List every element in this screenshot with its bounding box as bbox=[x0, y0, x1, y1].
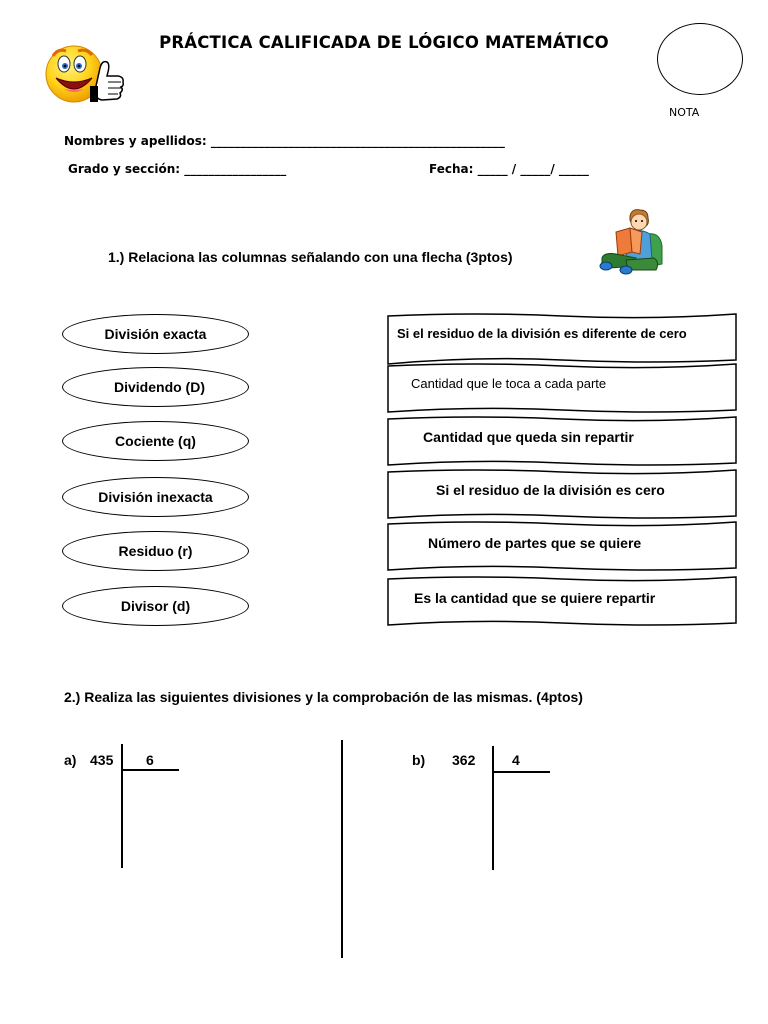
division-a-bracket-vertical bbox=[121, 744, 123, 868]
right-item-2: Cantidad que le toca a cada parte bbox=[411, 376, 607, 391]
left-item-1[interactable]: División exacta bbox=[62, 314, 249, 354]
division-b-bracket-horizontal bbox=[492, 771, 550, 773]
left-item-3[interactable]: Cociente (q) bbox=[62, 421, 249, 461]
grade-field[interactable]: Grado y sección: _________________ bbox=[68, 162, 287, 176]
name-field[interactable]: Nombres y apellidos: _________________________________________________ bbox=[64, 134, 505, 148]
right-item-1: Si el residuo de la división es diferente de cero bbox=[397, 326, 687, 341]
division-b-label: b) bbox=[412, 752, 426, 768]
nota-label: NOTA bbox=[669, 106, 700, 119]
right-item-6: Es la cantidad que se quiere repartir bbox=[414, 590, 656, 606]
left-item-2[interactable]: Dividendo (D) bbox=[62, 367, 249, 407]
page-title: PRÁCTICA CALIFICADA DE LÓGICO MATEMÁTICO bbox=[159, 33, 609, 52]
date-field[interactable]: Fecha: _____ / _____/ _____ bbox=[429, 162, 589, 176]
division-b-divisor: 4 bbox=[512, 752, 520, 768]
division-b-bracket-vertical bbox=[492, 746, 494, 870]
boy-reading-icon bbox=[596, 206, 666, 276]
division-b-dividend: 362 bbox=[452, 752, 476, 768]
grade-circle[interactable] bbox=[657, 23, 743, 95]
right-item-3: Cantidad que queda sin repartir bbox=[423, 429, 634, 445]
division-a-divisor: 6 bbox=[146, 752, 154, 768]
right-item-4: Si el residuo de la división es cero bbox=[436, 482, 665, 498]
left-item-5[interactable]: Residuo (r) bbox=[62, 531, 249, 571]
division-a-dividend: 435 bbox=[90, 752, 114, 768]
division-a-bracket-horizontal bbox=[121, 769, 179, 771]
left-item-6[interactable]: Divisor (d) bbox=[62, 586, 249, 626]
right-item-5: Número de partes que se quiere bbox=[428, 535, 642, 551]
left-item-4[interactable]: División inexacta bbox=[62, 477, 249, 517]
center-divider bbox=[341, 740, 343, 958]
question-1-text: 1.) Relaciona las columnas señalando con una flecha (3ptos) bbox=[108, 249, 513, 265]
question-2-text: 2.) Realiza las siguientes divisiones y la comprobación de las mismas. (4ptos) bbox=[64, 689, 583, 705]
division-a-label: a) bbox=[64, 752, 77, 768]
